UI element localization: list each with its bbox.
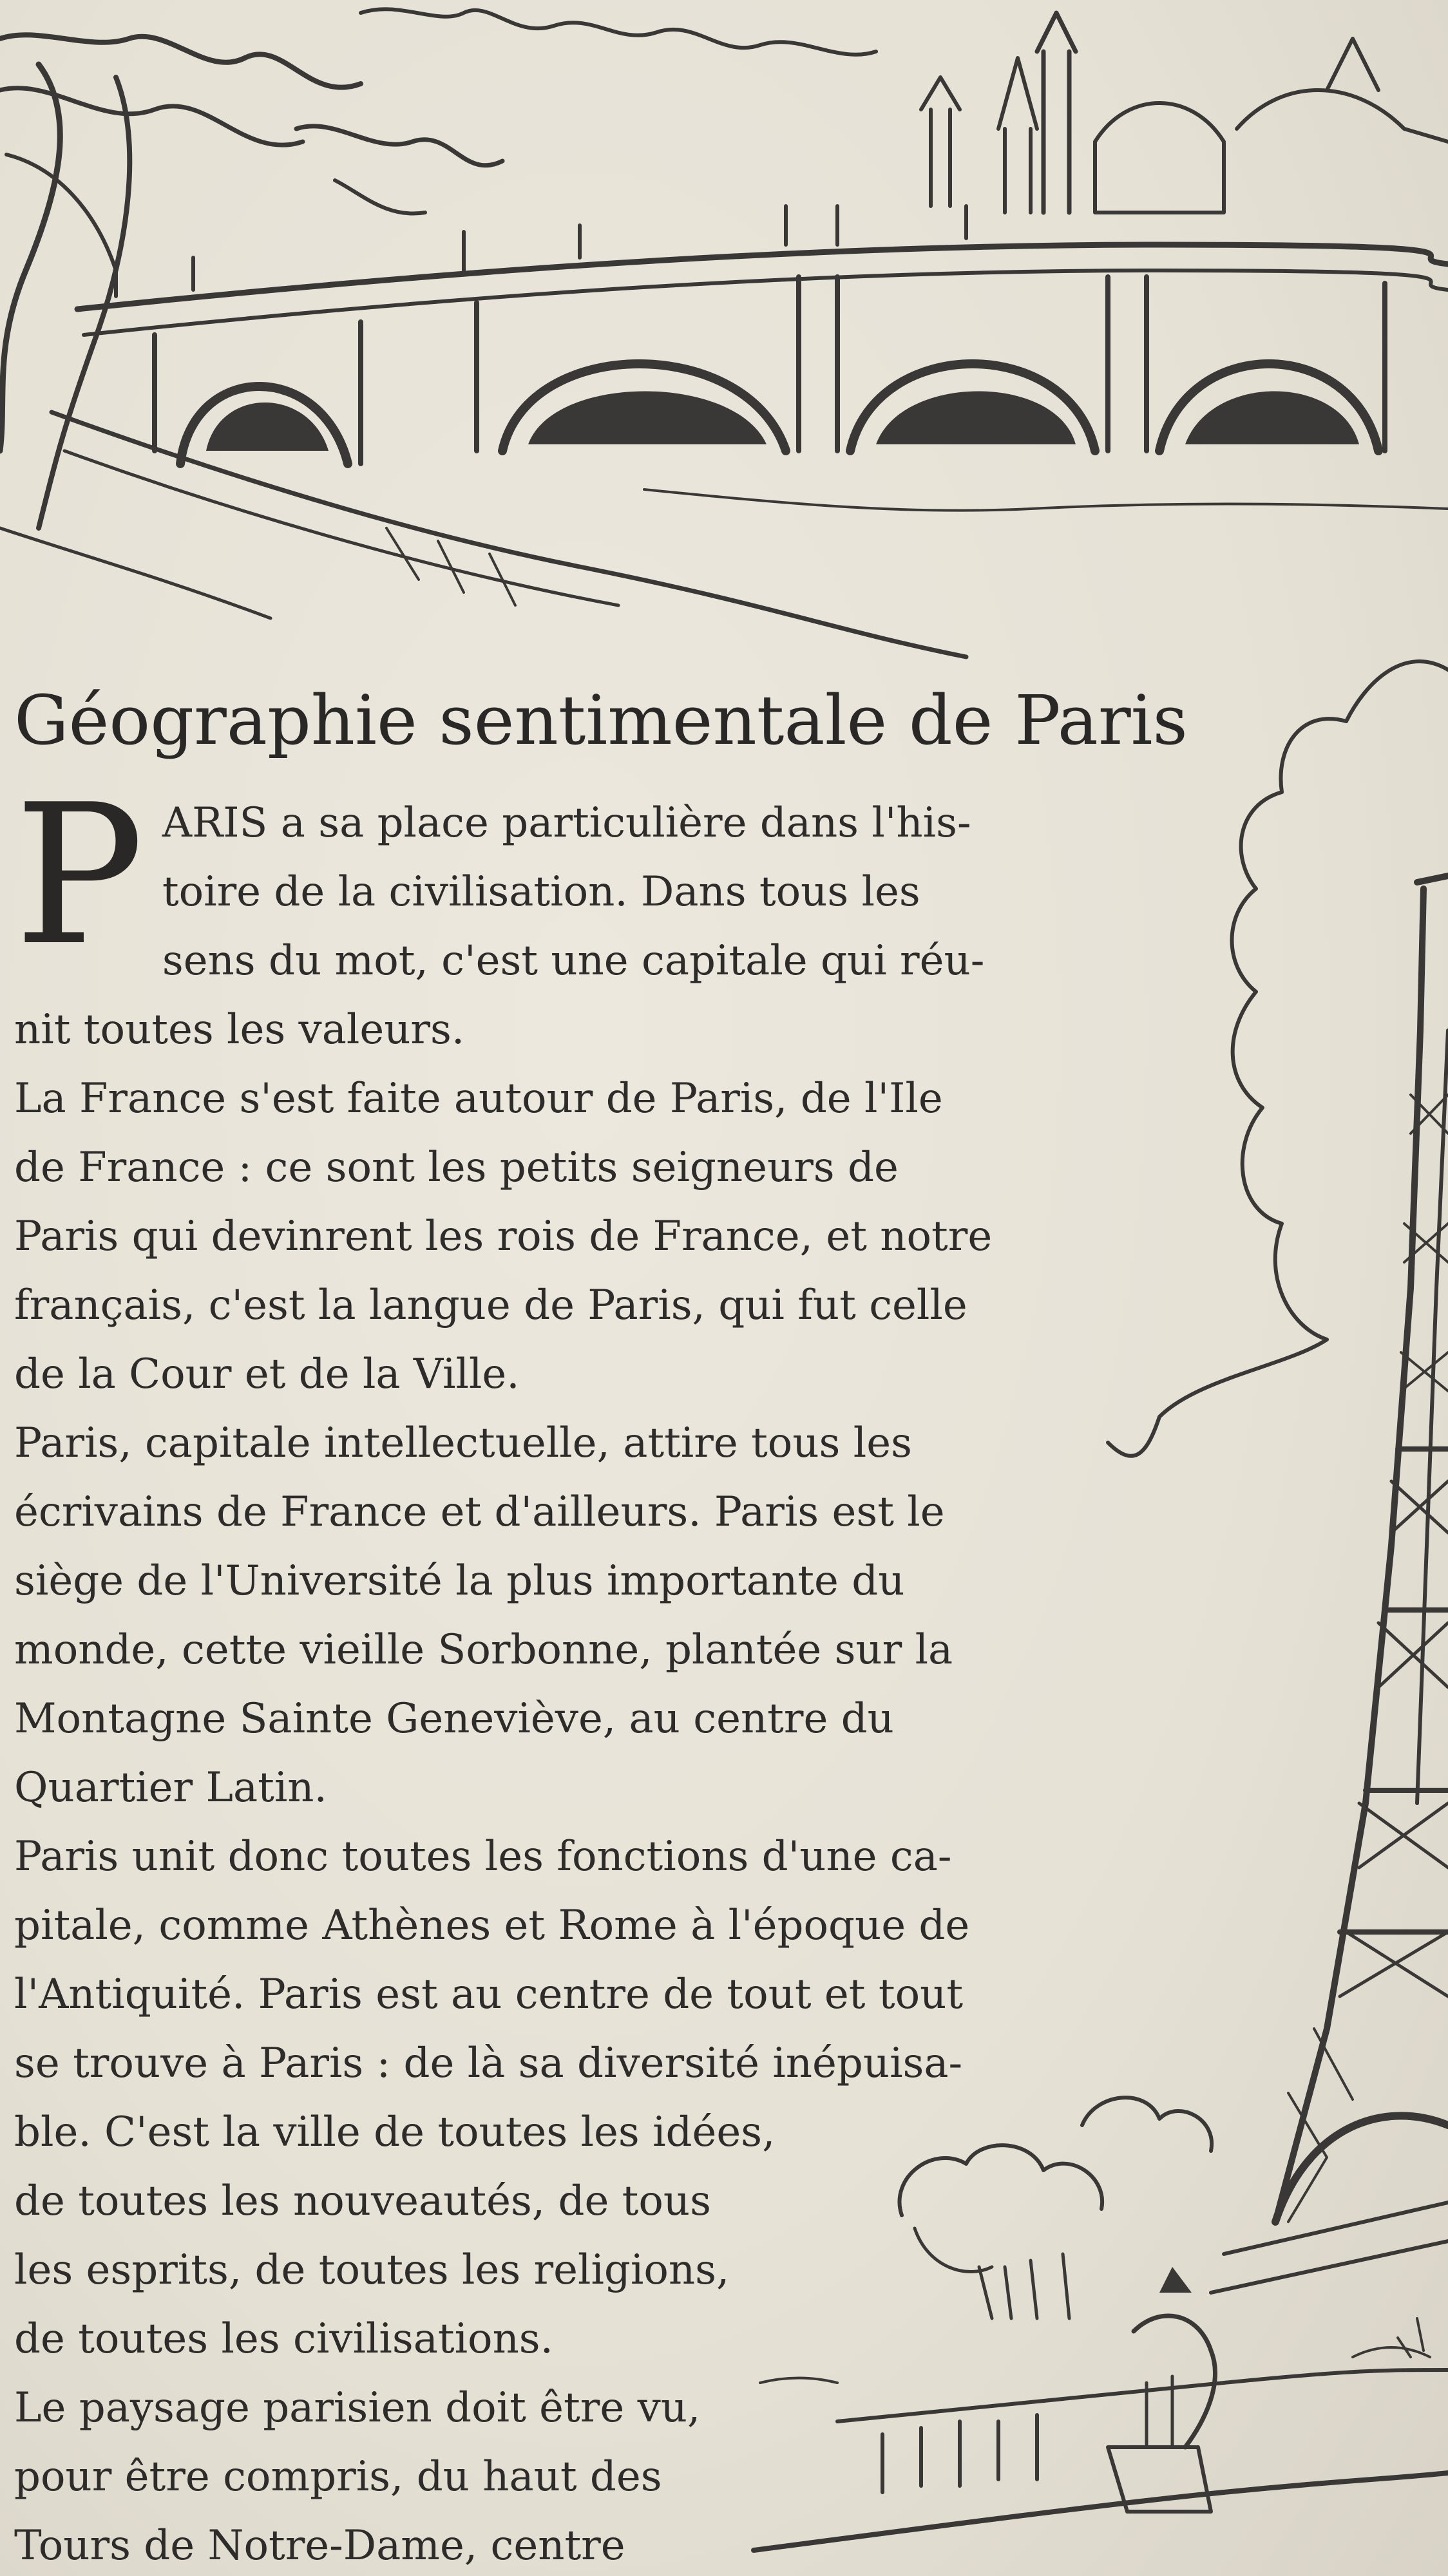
- article-title: Géographie sentimentale de Paris: [14, 681, 1188, 761]
- text-line: écrivains de France et d'ailleurs. Paris est le: [14, 1488, 945, 1536]
- bridge-illustration: [0, 9, 1448, 657]
- text-line: de toutes les nouveautés, de tous: [14, 2177, 711, 2225]
- text-line: français, c'est la langue de Paris, qui fut celle: [14, 1282, 967, 1329]
- text-line: se trouve à Paris : de là sa diversité inépuisa-: [14, 2040, 963, 2087]
- text-line: Paris qui devinrent les rois de France, et notre: [14, 1213, 993, 1260]
- text-line: nit toutes les valeurs.: [14, 1006, 465, 1054]
- text-line: Quartier Latin.: [14, 1764, 327, 1812]
- text-line: les esprits, de toutes les religions,: [14, 2246, 730, 2294]
- text-line: Paris, capitale intellectuelle, attire tous les: [14, 1419, 912, 1467]
- text-line: pitale, comme Athènes et Rome à l'époque de: [14, 1902, 970, 1949]
- eiffel-tower-illustration: [1211, 876, 1448, 2293]
- text-line: Le paysage parisien doit être vu,: [14, 2384, 701, 2432]
- text-line: pour être compris, du haut des: [14, 2453, 662, 2501]
- paragraph-5: [14, 2374, 1045, 2576]
- text-line: de France : ce sont les petits seigneurs de: [14, 1144, 899, 1191]
- text-line: ble. C'est la ville de toutes les idées,: [14, 2108, 776, 2156]
- article-body: [14, 763, 1045, 2576]
- paragraph-3: [14, 1409, 1045, 1823]
- text-line: La France s'est faite autour de Paris, de l'Ile: [14, 1075, 943, 1122]
- text-line: Montagne Sainte Geneviève, au centre du: [14, 1695, 894, 1743]
- text-line: siège de l'Université la plus importante du: [14, 1557, 905, 1605]
- text-line: monde, cette vieille Sorbonne, plantée sur la: [14, 1626, 953, 1674]
- text-line: de la Cour et de la Ville.: [14, 1350, 520, 1398]
- text-line: Tours de Notre-Dame, centre: [14, 2522, 625, 2570]
- paragraph-1: [14, 763, 1045, 1065]
- text-line: l'Antiquité. Paris est au centre de tout et tout: [14, 1971, 964, 2018]
- text-line: Paris unit donc toutes les fonctions d'une ca-: [14, 1833, 952, 1880]
- paragraph-4: [14, 1823, 1045, 2374]
- cloud-outline: [1108, 661, 1448, 1456]
- text-line: ARIS a sa place particulière dans l'his-: [162, 799, 971, 847]
- drop-cap: P: [14, 763, 144, 988]
- text-line: toire de la civilisation. Dans tous les: [162, 868, 920, 916]
- paragraph-2: [14, 1065, 1045, 1409]
- text-line: sens du mot, c'est une capitale qui réu-: [162, 937, 985, 985]
- text-line: de toutes les civilisations.: [14, 2315, 553, 2363]
